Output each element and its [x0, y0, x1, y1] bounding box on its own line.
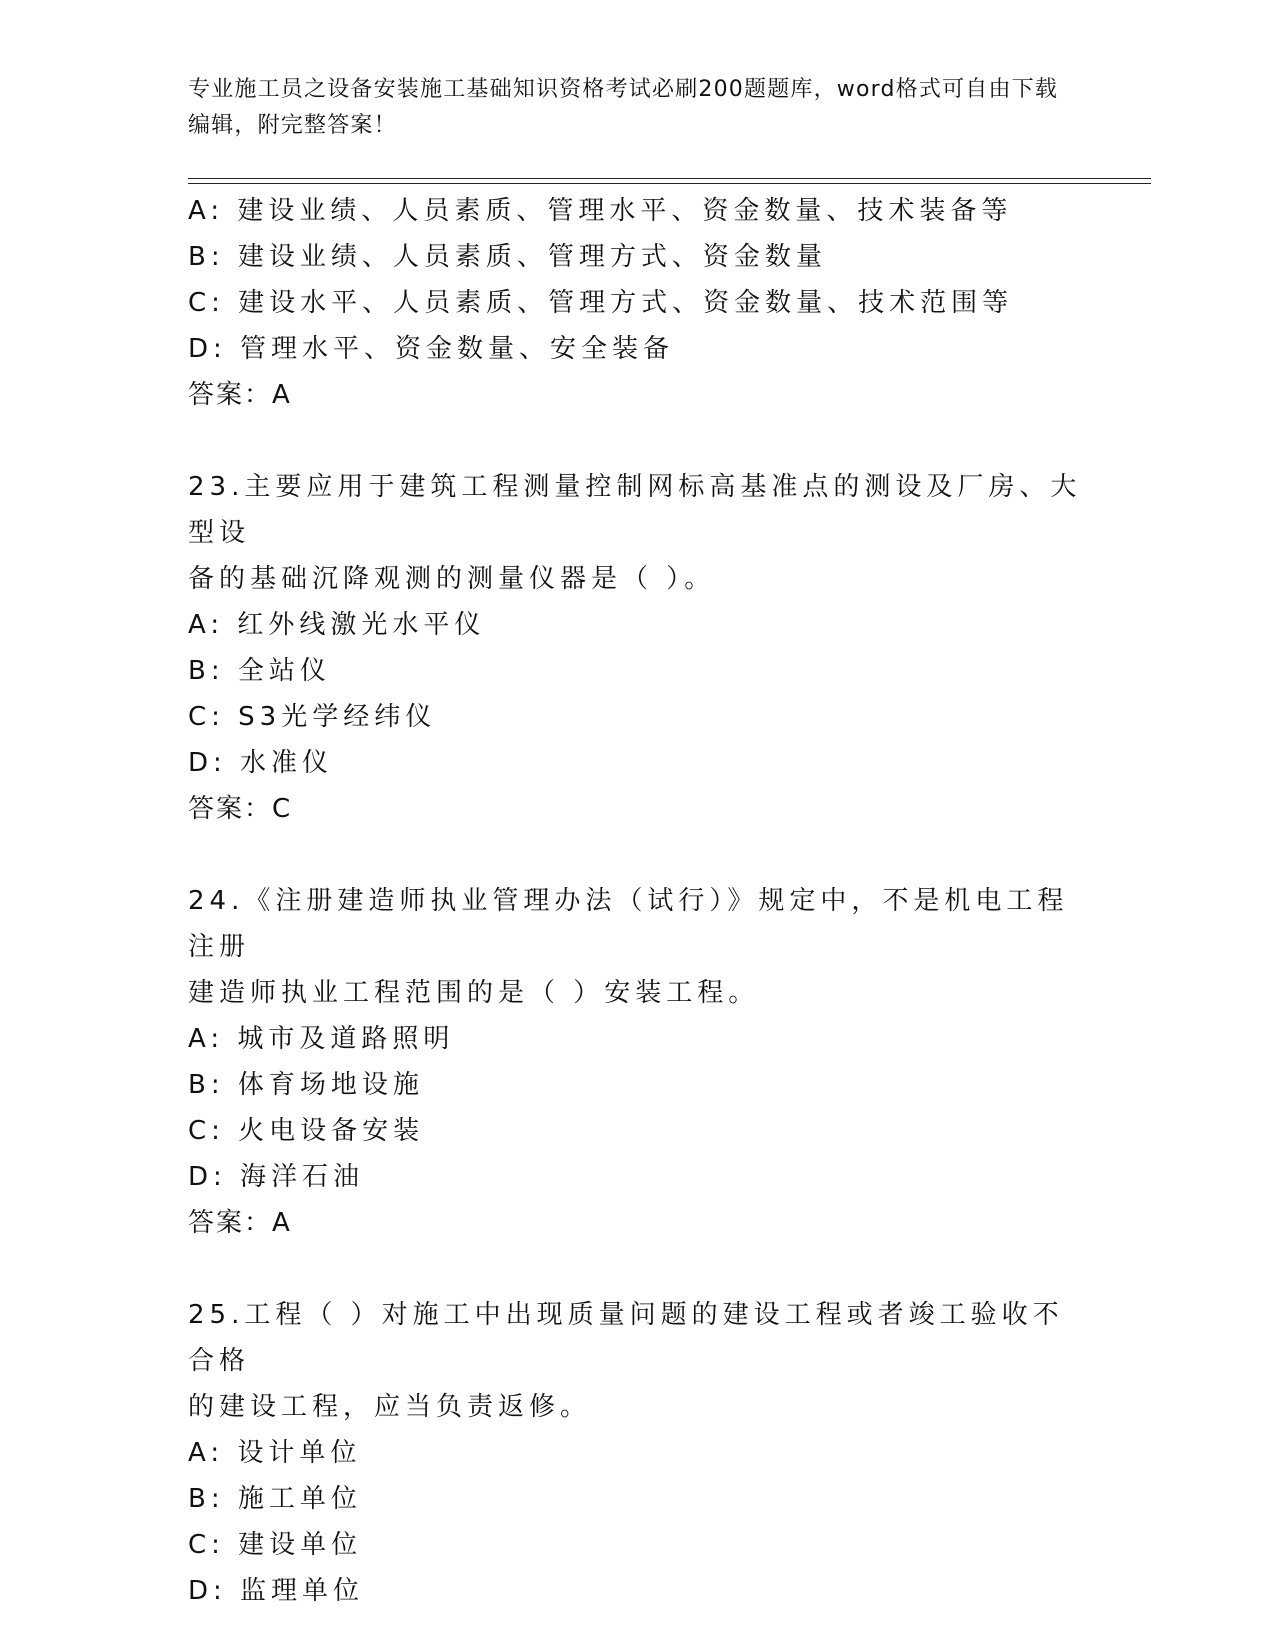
- question-stem-line: 23.主要应用于建筑工程测量控制网标高基准点的测设及厂房、大型设: [188, 472, 1082, 548]
- question-stem-line: 的建设工程，应当负责返修。: [188, 1392, 592, 1422]
- question-stem-line: 备的基础沉降观测的测量仪器是（ ）。: [188, 564, 716, 594]
- option-a: A: 红外线激光水平仪: [188, 610, 486, 640]
- question-block-23: [188, 464, 1088, 832]
- block-spacer: [188, 832, 1088, 878]
- question-block-24: [188, 878, 1088, 1246]
- option-d: D: 海洋石油: [188, 1162, 365, 1192]
- document-header-title: 专业施工员之设备安装施工基础知识资格考试必刷200题题库，word格式可自由下载编辑，附完整答案！: [188, 77, 1059, 138]
- option-c: C: 建设水平、人员素质、管理方式、资金数量、技术范围等: [188, 288, 1014, 318]
- question-stem-line: 建造师执业工程范围的是（ ）安装工程。: [188, 978, 760, 1008]
- question-content: [188, 188, 1088, 1614]
- question-stem-line: 25.工程（ ）对施工中出现质量问题的建设工程或者竣工验收不合格: [188, 1300, 1064, 1376]
- answer-label: 答案：C: [188, 794, 293, 824]
- option-a: A: 城市及道路照明: [188, 1024, 455, 1054]
- option-b: B: 体育场地设施: [188, 1070, 424, 1100]
- block-spacer: [188, 418, 1088, 464]
- block-spacer: [188, 1246, 1088, 1292]
- option-a: A: 设计单位: [188, 1438, 362, 1468]
- option-c: C: S3光学经纬仪: [188, 702, 437, 732]
- option-d: D: 水准仪: [188, 748, 334, 778]
- header-divider-bottom: [188, 183, 1151, 184]
- option-d: D: 监理单位: [188, 1576, 365, 1606]
- option-a: A: 建设业绩、人员素质、管理水平、资金数量、技术装备等: [188, 196, 1013, 226]
- option-c: C: 火电设备安装: [188, 1116, 425, 1146]
- option-c: C: 建设单位: [188, 1530, 363, 1560]
- answer-label: 答案：A: [188, 380, 292, 410]
- answer-label: 答案：A: [188, 1208, 292, 1238]
- question-block-22: [188, 188, 1088, 418]
- option-b: B: 全站仪: [188, 656, 331, 686]
- header-divider-top: [188, 178, 1151, 179]
- question-block-25: [188, 1292, 1088, 1614]
- question-stem-line: 24.《注册建造师执业管理办法（试行）》规定中，不是机电工程注册: [188, 886, 1069, 962]
- option-b: B: 施工单位: [188, 1484, 362, 1514]
- option-d: D: 管理水平、资金数量、安全装备: [188, 334, 675, 364]
- option-b: B: 建设业绩、人员素质、管理方式、资金数量: [188, 242, 827, 272]
